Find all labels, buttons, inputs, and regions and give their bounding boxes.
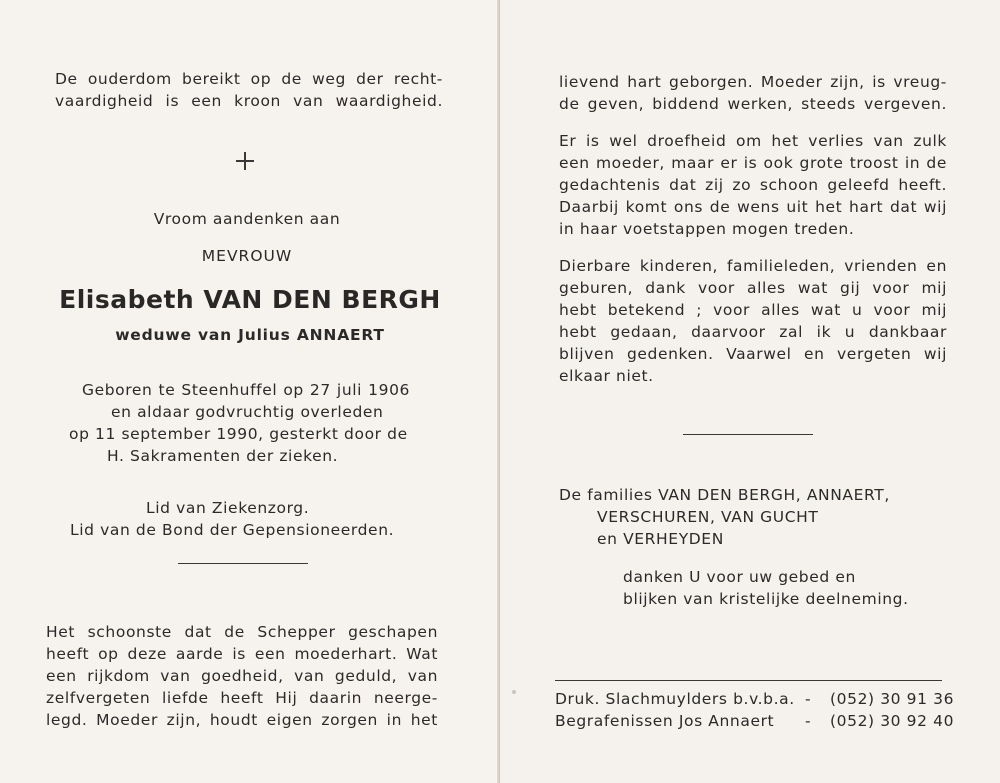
poem-line: heeft op deze aarde is een moederhart. Wat [46, 645, 438, 663]
paragraph-line: een moeder, maar er is ook grote troost in de [559, 154, 947, 172]
families-line: VERSCHUREN, VAN GUCHT [597, 508, 819, 526]
birth-death-line: Geboren te Steenhuffel op 27 juli 1906 [82, 381, 410, 399]
divider [683, 434, 813, 435]
funeral-home-name: Begrafenissen Jos Annaert [555, 712, 775, 730]
paragraph-line: gedachtenis dat zij zo schoon geleefd heeft. [559, 176, 947, 194]
quote-line: vaardigheid is een kroon van waardigheid. [55, 92, 443, 110]
thanks-line: blijken van kristelijke deelneming. [623, 590, 909, 608]
right-page [500, 0, 1000, 783]
printer-phone: (052) 30 91 36 [830, 690, 955, 708]
paragraph-line: blijven gedenken. Vaarwel en vergeten wij [559, 345, 947, 363]
paragraph-line: hebt betekend ; voor alles wat u voor mij [559, 301, 947, 319]
poem-line: Het schoonste dat de Schepper geschapen [46, 623, 438, 641]
printer-separator: - [805, 690, 812, 708]
paragraph-line: Er is wel droefheid om het verlies van zulk [559, 132, 947, 150]
funeral-home-separator: - [805, 712, 812, 730]
poem-line: legd. Moeder zijn, houdt eigen zorgen in het [46, 711, 438, 729]
paper-speck [512, 690, 516, 694]
poem-cont-line: de geven, biddend werken, steeds vergeven. [559, 95, 947, 113]
footer-divider [555, 680, 942, 681]
deceased-name: Elisabeth VAN DEN BERGH [59, 285, 441, 314]
birth-death-line: H. Sakramenten der zieken. [107, 447, 339, 465]
membership-line: Lid van de Bond der Gepensioneerden. [70, 521, 395, 539]
widow-of-text: weduwe van Julius ANNAERT [115, 326, 385, 344]
paragraph-line: hebt gedaan, daarvoor zal ik u dankbaar [559, 323, 947, 341]
families-line: De families VAN DEN BERGH, ANNAERT, [559, 486, 890, 504]
funeral-home-phone: (052) 30 92 40 [830, 712, 955, 730]
in-memory-text: Vroom aandenken aan [153, 210, 341, 228]
birth-death-line: en aldaar godvruchtig overleden [111, 403, 384, 421]
thanks-line: danken U voor uw gebed en [623, 568, 856, 586]
paragraph-line: in haar voetstappen mogen treden. [559, 220, 855, 238]
poem-cont-line: lievend hart geborgen. Moeder zijn, is vreug- [559, 73, 947, 91]
divider [178, 563, 308, 564]
printer-name: Druk. Slachmuylders b.v.b.a. [555, 690, 795, 708]
poem-line: zelfvergeten liefde heeft Hij daarin neerge- [46, 689, 438, 707]
paragraph-line: geburen, dank voor alles wat gij voor mij [559, 279, 947, 297]
title-text: MEVROUW [201, 247, 293, 265]
poem-line: een rijkdom van goedheid, van geduld, van [46, 667, 438, 685]
paragraph-line: elkaar niet. [559, 367, 654, 385]
birth-death-line: op 11 september 1990, gesterkt door de [69, 425, 408, 443]
paragraph-line: Daarbij komt ons de wens uit het hart dat wij [559, 198, 947, 216]
families-line: en VERHEYDEN [597, 530, 724, 548]
paragraph-line: Dierbare kinderen, familieleden, vrienden en [559, 257, 947, 275]
cross-icon [236, 152, 254, 170]
quote-line: De ouderdom bereikt op de weg der recht- [55, 70, 443, 88]
membership-line: Lid van Ziekenzorg. [146, 499, 310, 517]
